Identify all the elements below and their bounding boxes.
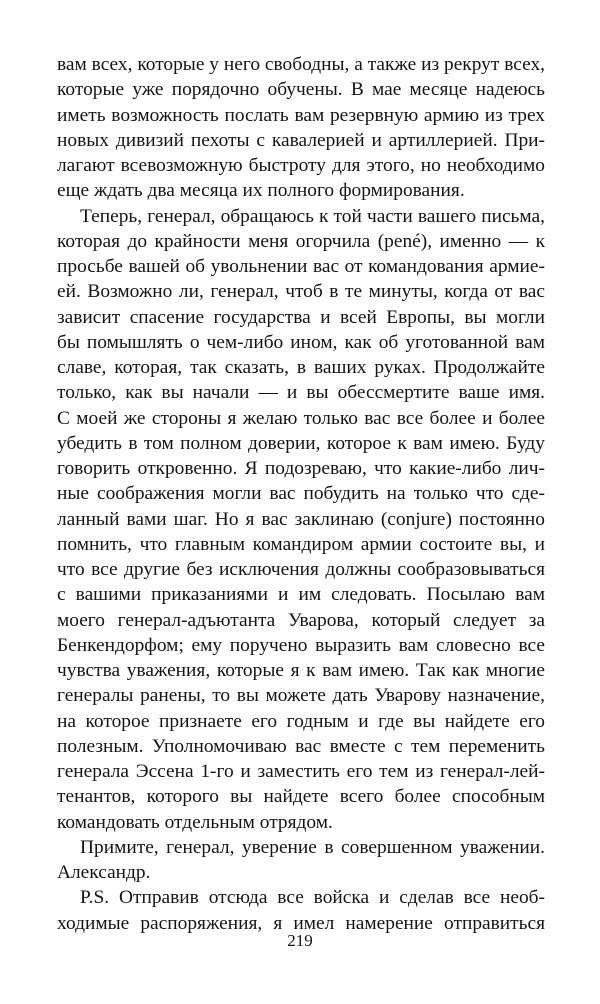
text-line: полезным. Уполномочиваю вас вместе с тем переменить <box>57 735 545 757</box>
text-line: просьбе вашей об увольнении вас от командования армие- <box>57 256 545 277</box>
text-line: Примите, генерал, уверение в совершенном уважении. <box>80 836 545 858</box>
text-line: иметь возможность послать вам резервную армию из трех <box>57 104 545 126</box>
text-line: ланный вами шаг. Но я вас заклинаю (conjure) постоянно <box>57 508 545 530</box>
text-line: генералы ранены, то вы можете дать Уварову назначение, <box>57 685 545 707</box>
text-line: чувства уважения, которые я к вам имею. Так как многие <box>57 660 545 681</box>
text-line: лагают всевозможную быстроту для этого, но необходимо <box>57 155 545 176</box>
text-line: помнить, что главным командиром армии состоите вы, и <box>57 533 545 555</box>
text-line: Александр. <box>57 862 151 883</box>
text-line: бы помышлять о чем-либо ином, как об уготованной вам <box>57 331 545 353</box>
text-line: которая до крайности меня огорчила (pené), именно — к <box>57 230 545 252</box>
text-line: генерала Эссена 1-го и заместить его тем из генерал-лей- <box>57 761 545 782</box>
text-line: что все другие без исключения должны сообразовываться <box>57 559 545 580</box>
text-line: ные соображения могли вас побудить на только что сде- <box>57 483 545 505</box>
text-line: ходимые распоряжения, я имел намерение отправиться <box>57 912 545 934</box>
text-line: только, как вы начали — и вы обессмертите ваше имя. <box>57 382 545 404</box>
text-line: зависит спасение государства и всей Европы, вы могли <box>57 306 545 328</box>
text-line: тенантов, которого вы найдете всего более способным <box>57 786 545 808</box>
text-line: Теперь, генерал, обращаюсь к той части вашего письма, <box>80 205 545 227</box>
text-line: ей. Возможно ли, генерал, чтоб в те минуты, когда от вас <box>57 281 545 303</box>
text-line: говорить откровенно. Я подозреваю, что какие-либо лич- <box>57 458 545 479</box>
text-line: моего генерал-адъютанта Уварова, который следует за <box>57 609 545 631</box>
text-line: Бенкендорфом; ему поручено выразить вам словесно все <box>57 634 545 656</box>
text-line: на которое признаете его годным и где вы найдете его <box>57 710 545 732</box>
text-line: с вашими приказаниями и им следовать. Посылаю вам <box>57 584 545 606</box>
text-line: P.S. Отправив отсюда все войска и сделав все необ- <box>80 887 545 909</box>
page-number: 219 <box>287 931 313 950</box>
text-line: вам всех, которые у него свободны, а также из рекрут всех, <box>57 54 545 75</box>
text-line: еще ждать два месяца их полного формирования. <box>57 180 465 202</box>
text-line: славе, которая, так сказать, в ваших руках. Продолжайте <box>57 357 545 378</box>
text-line: новых дивизий пехоты с кавалерией и артиллерией. При- <box>57 129 545 151</box>
text-line: убедить в том полном доверии, которое к вам имею. Буду <box>57 432 545 454</box>
text-line: С моей же стороны я желаю только вас все более и более <box>57 407 545 429</box>
body-text <box>57 52 545 936</box>
text-line: командовать отдельным отрядом. <box>57 811 333 833</box>
text-line: которые уже порядочно обучены. В мае месяце надеюсь <box>57 79 545 101</box>
